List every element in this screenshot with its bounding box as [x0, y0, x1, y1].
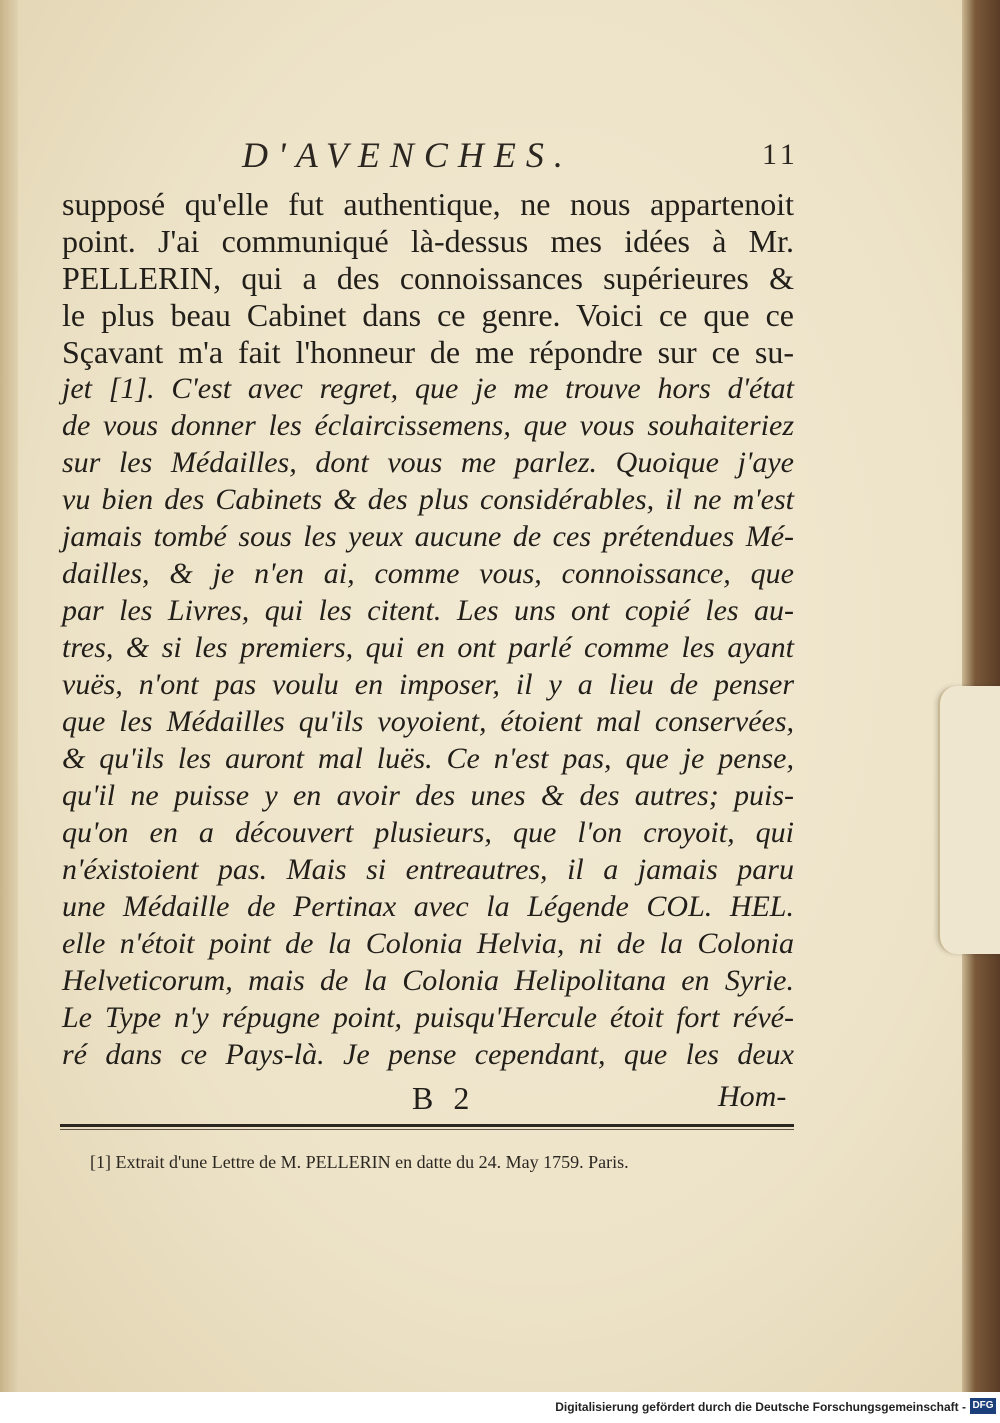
- text-line: Helveticorum, mais de la Colonia Helipolitana en Syrie.: [62, 964, 794, 997]
- signature-mark: B 2: [412, 1080, 476, 1116]
- text-line: Le Type n'y répugne point, puisqu'Hercule étoit fort révé-: [62, 1001, 794, 1034]
- text-line: tres, & si les premiers, qui en ont parlé comme les ayant: [62, 631, 794, 664]
- footnote-rule-thin: [60, 1129, 794, 1130]
- text-line: jamais tombé sous les yeux aucune de ces prétendues Mé-: [62, 520, 794, 553]
- text-line: sur les Médailles, dont vous me parlez. Quoique j'aye: [62, 446, 794, 479]
- text-line: & qu'ils les auront mal luës. Ce n'est pas, que je pense,: [62, 742, 794, 775]
- page-tab-marker: [938, 686, 1000, 954]
- page-number: 11: [762, 138, 799, 171]
- text-line: qu'il ne puisse y en avoir des unes & des autres; puis-: [62, 779, 794, 812]
- text-line: dailles, & je n'en ai, comme vous, connoissance, que: [62, 557, 794, 590]
- text-line: elle n'étoit point de la Colonia Helvia, ni de la Colonia: [62, 927, 794, 960]
- text-line: jet [1]. C'est avec regret, que je me trouve hors d'état: [62, 372, 794, 405]
- text-line: n'éxistoient pas. Mais si entreautres, il a jamais paru: [62, 853, 794, 886]
- text-line: Sçavant m'a fait l'honneur de me répondre sur ce su-: [62, 334, 794, 370]
- text-line: le plus beau Cabinet dans ce genre. Voici ce que ce: [62, 297, 794, 333]
- dfg-logo: DFG: [970, 1398, 996, 1414]
- footer-credit: Digitalisierung gefördert durch die Deutsche Forschungsgemeinschaft -: [555, 1400, 966, 1414]
- text-line: ré dans ce Pays-là. Je pense cependant, que les deux: [62, 1038, 794, 1071]
- text-line: une Médaille de Pertinax avec la Légende COL. HEL.: [62, 890, 794, 923]
- text-line: qu'on en a découvert plusieurs, que l'on croyoit, qui: [62, 816, 794, 849]
- running-title: D'AVENCHES.: [242, 135, 573, 175]
- text-line: vu bien des Cabinets & des plus considérables, il ne m'est: [62, 483, 794, 516]
- text-line: par les Livres, qui les citent. Les uns ont copié les au-: [62, 594, 794, 627]
- text-line: point. J'ai communiqué là-dessus mes idées à Mr.: [62, 223, 794, 259]
- text-line: que les Médailles qu'ils voyoient, étoient mal conservées,: [62, 705, 794, 738]
- text-line: de vous donner les éclaircissemens, que vous souhaiteriez: [62, 409, 794, 442]
- catchword: Hom-: [718, 1080, 787, 1113]
- footnote-rule: [60, 1124, 794, 1127]
- text-line: supposé qu'elle fut authentique, ne nous appartenoit: [62, 186, 794, 222]
- footer-bar: [0, 1392, 1000, 1423]
- text-line: vuës, n'ont pas voulu en imposer, il y a lieu de penser: [62, 668, 794, 701]
- text-line: PELLERIN, qui a des connoissances supérieures &: [62, 260, 794, 296]
- footnote: [1] Extrait d'une Lettre de M. PELLERIN en datte du 24. May 1759. Paris.: [90, 1152, 629, 1172]
